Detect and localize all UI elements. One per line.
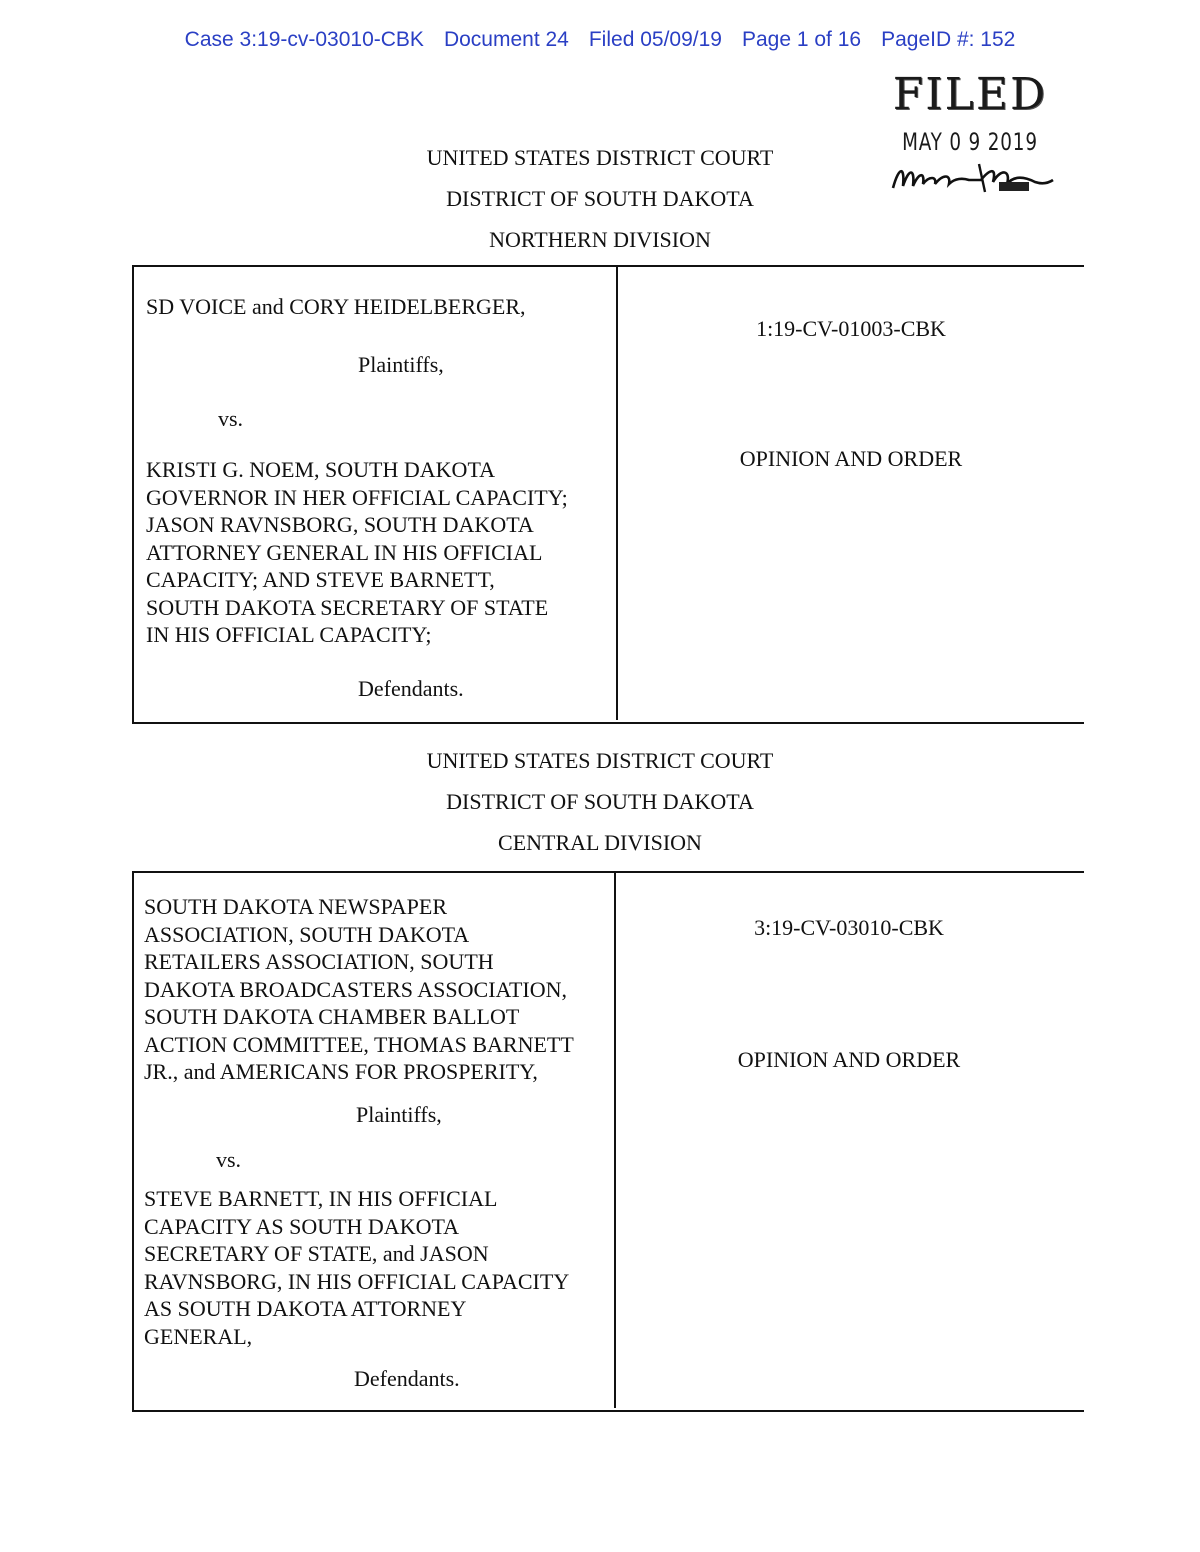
opinion-title: OPINION AND ORDER [737,1047,961,1072]
defendants-list [146,456,568,649]
defendant-line: GENERAL, [144,1323,253,1349]
defendants-list [144,1185,569,1350]
plaintiffs-label: Plaintiffs, [358,352,444,377]
defendant-line: SECRETARY OF STATE, and JASON [144,1241,489,1266]
caption-box-2 [132,871,1084,1408]
caption-divider [614,871,616,1408]
stamp-date: MAY 0 9 2019 [902,128,1038,156]
plaintiffs-label: Plaintiffs, [356,1102,442,1127]
defendant-line: KRISTI G. NOEM, SOUTH DAKOTA [146,457,496,482]
defendant-line: CAPACITY; AND STEVE BARNETT, [146,567,495,592]
plaintiffs-list [144,893,574,1086]
defendant-line: SOUTH DAKOTA SECRETARY OF STATE [146,594,549,620]
stamp-word: FILED [892,69,1048,120]
versus: vs. [218,406,244,431]
defendants-label: Defendants. [358,676,464,701]
caption-box-1 [132,265,1084,720]
court-division: NORTHERN DIVISION [489,227,711,252]
defendant-line: JASON RAVNSBORG, SOUTH DAKOTA [146,512,534,537]
defendant-line: IN HIS OFFICIAL CAPACITY; [146,622,432,647]
header-filed: Filed 05/09/19 [588,28,722,51]
header-page: Page 1 of 16 [741,28,862,51]
court-division: CENTRAL DIVISION [498,830,702,855]
defendant-line: CAPACITY AS SOUTH DAKOTA [144,1213,460,1239]
case-number: 1:19-CV-01003-CBK [756,316,946,341]
plaintiff-line: SOUTH DAKOTA CHAMBER BALLOT [144,1004,520,1029]
court-name: UNITED STATES DISTRICT COURT [426,748,774,773]
plaintiff-line: ACTION COMMITTEE, THOMAS BARNETT [144,1031,574,1057]
court-heading-northern [0,137,1200,260]
header-document: Document 24 [443,28,569,51]
plaintiff-line: ASSOCIATION, SOUTH DAKOTA [144,921,470,947]
plaintiffs-names: SD VOICE and CORY HEIDELBERGER, [146,294,526,319]
defendant-line: ATTORNEY GENERAL IN HIS OFFICIAL [146,539,543,565]
plaintiff-line: RETAILERS ASSOCIATION, SOUTH [144,949,494,974]
header-pageid: PageID #: 152 [881,28,1016,51]
plaintiff-line: SOUTH DAKOTA NEWSPAPER [144,894,448,919]
versus: vs. [216,1147,242,1172]
plaintiff-line: DAKOTA BROADCASTERS ASSOCIATION, [144,976,568,1002]
court-name: UNITED STATES DISTRICT COURT [426,145,774,170]
opinion-title: OPINION AND ORDER [739,446,963,471]
plaintiff-line: JR., and AMERICANS FOR PROSPERITY, [144,1059,538,1084]
case-number: 3:19-CV-03010-CBK [754,915,944,940]
court-district: DISTRICT OF SOUTH DAKOTA [446,186,754,211]
defendant-line: STEVE BARNETT, IN HIS OFFICIAL [144,1186,498,1211]
court-district: DISTRICT OF SOUTH DAKOTA [446,789,754,814]
ecf-header [0,28,1200,52]
defendant-line: GOVERNOR IN HER OFFICIAL CAPACITY; [146,484,568,510]
court-heading-central [0,740,1200,863]
defendants-label: Defendants. [354,1366,460,1391]
defendant-line: RAVNSBORG, IN HIS OFFICIAL CAPACITY [144,1268,570,1294]
header-case: Case 3:19-cv-03010-CBK [184,28,424,51]
defendant-line: AS SOUTH DAKOTA ATTORNEY [144,1296,467,1321]
